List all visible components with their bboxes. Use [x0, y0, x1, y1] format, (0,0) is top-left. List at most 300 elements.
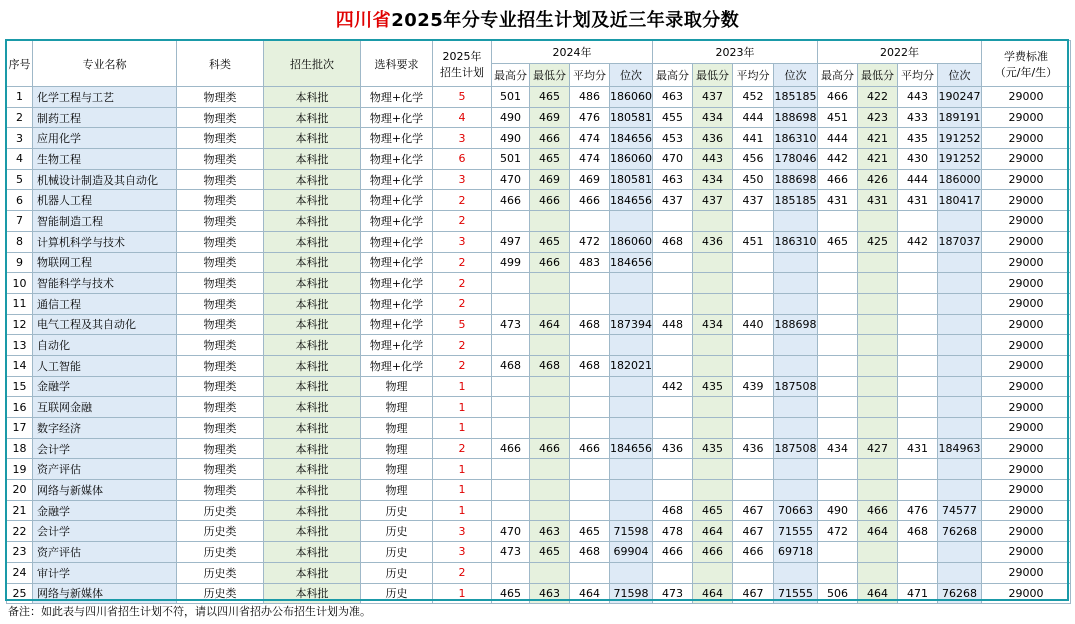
cell-fee: 29000 [982, 438, 1071, 459]
cell-2022-avg: 471 [898, 583, 938, 604]
cell-fee: 29000 [982, 376, 1071, 397]
cell-2024-min: 465 [530, 542, 570, 563]
cell-major: 会计学 [33, 521, 177, 542]
cell-2024-min: 468 [530, 355, 570, 376]
cell-2022-max: 466 [818, 87, 858, 108]
cell-2022-avg [898, 418, 938, 439]
cell-2023-max [653, 211, 693, 232]
cell-2022-max [818, 542, 858, 563]
header-year-2022: 2022年 [818, 41, 982, 64]
cell-major: 金融学 [33, 500, 177, 521]
cell-subject: 物理 [361, 438, 433, 459]
cell-2023-min [693, 335, 733, 356]
cell-category: 物理类 [177, 376, 264, 397]
cell-2023-avg: 466 [733, 542, 774, 563]
cell-2024-rank [610, 418, 653, 439]
subheader-2023-avg: 平均分 [733, 64, 774, 87]
cell-2023-max: 473 [653, 583, 693, 604]
cell-2022-max [818, 376, 858, 397]
table-row [7, 107, 1071, 128]
cell-2023-min: 434 [693, 107, 733, 128]
cell-subject: 物理+化学 [361, 169, 433, 190]
cell-batch: 本科批 [264, 583, 361, 604]
cell-2024-max: 470 [492, 521, 530, 542]
cell-2024-rank [610, 376, 653, 397]
table-row [7, 562, 1071, 583]
cell-2022-rank [938, 459, 982, 480]
cell-category: 物理类 [177, 231, 264, 252]
cell-2024-avg: 466 [570, 190, 610, 211]
cell-2022-min [858, 459, 898, 480]
cell-2023-max: 466 [653, 542, 693, 563]
cell-2024-rank: 186060 [610, 149, 653, 170]
cell-2023-min: 437 [693, 190, 733, 211]
cell-2023-max [653, 252, 693, 273]
cell-2024-avg: 468 [570, 355, 610, 376]
cell-seq: 25 [7, 583, 33, 604]
cell-2024-max [492, 459, 530, 480]
cell-major: 生物工程 [33, 149, 177, 170]
cell-2023-max [653, 562, 693, 583]
cell-2024-max: 473 [492, 314, 530, 335]
cell-2022-avg [898, 211, 938, 232]
cell-2023-avg [733, 211, 774, 232]
header-fee-line1: 学费标准 [1004, 49, 1048, 63]
cell-category: 物理类 [177, 252, 264, 273]
cell-2023-rank [774, 397, 818, 418]
table-row [7, 252, 1071, 273]
cell-2024-max [492, 376, 530, 397]
cell-2024-min: 466 [530, 438, 570, 459]
cell-major: 网络与新媒体 [33, 480, 177, 501]
cell-2024-avg: 468 [570, 542, 610, 563]
cell-2024-rank: 180581 [610, 107, 653, 128]
cell-2024-min: 465 [530, 87, 570, 108]
cell-batch: 本科批 [264, 231, 361, 252]
cell-2023-min [693, 459, 733, 480]
cell-2022-avg: 476 [898, 500, 938, 521]
cell-2022-max [818, 562, 858, 583]
cell-2024-max: 490 [492, 128, 530, 149]
cell-plan: 3 [433, 521, 492, 542]
cell-2024-rank: 186060 [610, 231, 653, 252]
cell-2022-rank [938, 376, 982, 397]
cell-seq: 11 [7, 293, 33, 314]
cell-2024-max [492, 293, 530, 314]
cell-2023-max: 468 [653, 231, 693, 252]
cell-2023-rank [774, 418, 818, 439]
cell-plan: 1 [433, 583, 492, 604]
cell-2024-max [492, 335, 530, 356]
cell-plan: 2 [433, 293, 492, 314]
cell-2024-min: 463 [530, 583, 570, 604]
cell-2022-avg: 435 [898, 128, 938, 149]
cell-subject: 物理+化学 [361, 231, 433, 252]
cell-2023-rank: 70663 [774, 500, 818, 521]
table-row [7, 128, 1071, 149]
cell-2024-avg: 465 [570, 521, 610, 542]
cell-2024-max: 501 [492, 149, 530, 170]
cell-2023-rank: 185185 [774, 87, 818, 108]
cell-fee: 29000 [982, 169, 1071, 190]
cell-2023-rank: 186310 [774, 128, 818, 149]
cell-batch: 本科批 [264, 149, 361, 170]
cell-category: 物理类 [177, 293, 264, 314]
cell-major: 金融学 [33, 376, 177, 397]
cell-2023-rank: 69718 [774, 542, 818, 563]
cell-fee: 29000 [982, 355, 1071, 376]
cell-2023-rank [774, 335, 818, 356]
cell-2023-rank [774, 273, 818, 294]
cell-2023-max: 455 [653, 107, 693, 128]
cell-2022-rank [938, 293, 982, 314]
cell-plan: 6 [433, 149, 492, 170]
cell-plan: 2 [433, 190, 492, 211]
cell-category: 历史类 [177, 542, 264, 563]
cell-2024-max: 466 [492, 190, 530, 211]
cell-subject: 物理+化学 [361, 273, 433, 294]
cell-2022-avg [898, 376, 938, 397]
cell-2023-rank: 71555 [774, 583, 818, 604]
cell-major: 会计学 [33, 438, 177, 459]
cell-category: 物理类 [177, 480, 264, 501]
cell-2023-max [653, 273, 693, 294]
cell-2022-avg [898, 397, 938, 418]
cell-plan: 3 [433, 231, 492, 252]
cell-2022-min [858, 335, 898, 356]
cell-major: 智能科学与技术 [33, 273, 177, 294]
cell-2024-rank [610, 562, 653, 583]
cell-2024-avg: 474 [570, 149, 610, 170]
cell-2022-rank [938, 562, 982, 583]
cell-2023-min: 437 [693, 87, 733, 108]
cell-category: 物理类 [177, 438, 264, 459]
cell-seq: 12 [7, 314, 33, 335]
cell-2022-rank: 76268 [938, 583, 982, 604]
cell-seq: 16 [7, 397, 33, 418]
cell-2024-avg [570, 459, 610, 480]
cell-batch: 本科批 [264, 500, 361, 521]
cell-2022-rank: 191252 [938, 149, 982, 170]
cell-2023-avg: 467 [733, 500, 774, 521]
cell-batch: 本科批 [264, 542, 361, 563]
cell-2024-rank [610, 397, 653, 418]
cell-2024-min [530, 459, 570, 480]
cell-2023-rank: 178046 [774, 149, 818, 170]
cell-batch: 本科批 [264, 169, 361, 190]
cell-2022-min: 421 [858, 128, 898, 149]
cell-subject: 物理+化学 [361, 87, 433, 108]
cell-major: 审计学 [33, 562, 177, 583]
cell-2024-min [530, 273, 570, 294]
cell-subject: 历史 [361, 562, 433, 583]
cell-fee: 29000 [982, 583, 1071, 604]
cell-2023-max [653, 397, 693, 418]
cell-plan: 1 [433, 459, 492, 480]
cell-seq: 15 [7, 376, 33, 397]
cell-2022-max: 466 [818, 169, 858, 190]
cell-2023-rank [774, 211, 818, 232]
subheader-2022-rank: 位次 [938, 64, 982, 87]
cell-2022-rank [938, 542, 982, 563]
cell-fee: 29000 [982, 149, 1071, 170]
cell-2023-min [693, 562, 733, 583]
table-row [7, 231, 1071, 252]
cell-2022-max: 444 [818, 128, 858, 149]
cell-2023-avg [733, 252, 774, 273]
cell-2024-max: 465 [492, 583, 530, 604]
cell-2022-rank: 187037 [938, 231, 982, 252]
cell-2024-min [530, 376, 570, 397]
subheader-2023-rank: 位次 [774, 64, 818, 87]
cell-2022-rank: 184963 [938, 438, 982, 459]
cell-2024-rank: 69904 [610, 542, 653, 563]
cell-2022-min [858, 211, 898, 232]
cell-2024-rank [610, 335, 653, 356]
cell-2022-min: 427 [858, 438, 898, 459]
cell-2024-min: 466 [530, 252, 570, 273]
cell-subject: 物理+化学 [361, 149, 433, 170]
cell-batch: 本科批 [264, 273, 361, 294]
cell-fee: 29000 [982, 211, 1071, 232]
cell-2023-min: 434 [693, 169, 733, 190]
cell-fee: 29000 [982, 273, 1071, 294]
cell-2024-avg: 464 [570, 583, 610, 604]
cell-2022-max: 465 [818, 231, 858, 252]
cell-2022-max: 490 [818, 500, 858, 521]
footnote: 备注：如此表与四川省招生计划不符，请以四川省招办公布招生计划为准。 [8, 605, 371, 618]
cell-2023-rank [774, 459, 818, 480]
table-row [7, 355, 1071, 376]
cell-2022-max: 472 [818, 521, 858, 542]
cell-2024-min: 465 [530, 231, 570, 252]
table-row [7, 397, 1071, 418]
cell-2022-min: 421 [858, 149, 898, 170]
cell-2022-avg [898, 293, 938, 314]
cell-2022-max [818, 397, 858, 418]
cell-seq: 9 [7, 252, 33, 273]
cell-2024-rank [610, 293, 653, 314]
cell-2023-min: 465 [693, 500, 733, 521]
cell-2022-min [858, 273, 898, 294]
cell-plan: 5 [433, 87, 492, 108]
cell-2024-min [530, 480, 570, 501]
cell-2024-min [530, 562, 570, 583]
cell-2023-min: 434 [693, 314, 733, 335]
cell-batch: 本科批 [264, 293, 361, 314]
cell-2023-avg [733, 273, 774, 294]
cell-major: 人工智能 [33, 355, 177, 376]
cell-seq: 18 [7, 438, 33, 459]
cell-2023-max: 448 [653, 314, 693, 335]
subheader-2022-min: 最低分 [858, 64, 898, 87]
cell-major: 自动化 [33, 335, 177, 356]
title-province: 四川省 [335, 10, 392, 31]
cell-2024-avg [570, 335, 610, 356]
cell-2023-avg: 452 [733, 87, 774, 108]
cell-fee: 29000 [982, 252, 1071, 273]
cell-seq: 1 [7, 87, 33, 108]
cell-subject: 物理+化学 [361, 355, 433, 376]
cell-category: 物理类 [177, 335, 264, 356]
cell-seq: 5 [7, 169, 33, 190]
cell-seq: 2 [7, 107, 33, 128]
cell-2022-rank [938, 252, 982, 273]
cell-subject: 物理+化学 [361, 107, 433, 128]
cell-2023-min: 464 [693, 583, 733, 604]
cell-2024-max [492, 397, 530, 418]
cell-2024-max [492, 562, 530, 583]
cell-seq: 23 [7, 542, 33, 563]
table-row [7, 459, 1071, 480]
cell-2024-rank: 180581 [610, 169, 653, 190]
cell-2023-min [693, 397, 733, 418]
cell-2023-avg [733, 459, 774, 480]
cell-2022-max: 451 [818, 107, 858, 128]
cell-2023-max [653, 335, 693, 356]
cell-2023-max [653, 355, 693, 376]
cell-2023-avg: 467 [733, 521, 774, 542]
cell-2024-max: 499 [492, 252, 530, 273]
cell-2024-rank: 186060 [610, 87, 653, 108]
cell-2024-rank: 187394 [610, 314, 653, 335]
cell-category: 历史类 [177, 521, 264, 542]
cell-batch: 本科批 [264, 397, 361, 418]
cell-batch: 本科批 [264, 459, 361, 480]
cell-subject: 物理 [361, 480, 433, 501]
cell-2023-max [653, 480, 693, 501]
cell-major: 数字经济 [33, 418, 177, 439]
cell-seq: 6 [7, 190, 33, 211]
table-row [7, 521, 1071, 542]
table-row [7, 438, 1071, 459]
cell-subject: 物理+化学 [361, 293, 433, 314]
subheader-2024-min: 最低分 [530, 64, 570, 87]
cell-2023-avg [733, 480, 774, 501]
cell-2023-rank [774, 480, 818, 501]
cell-2023-max [653, 459, 693, 480]
cell-2024-rank [610, 459, 653, 480]
cell-2022-avg [898, 480, 938, 501]
cell-2024-min: 464 [530, 314, 570, 335]
cell-2022-min [858, 355, 898, 376]
cell-2022-rank [938, 273, 982, 294]
cell-2024-avg [570, 293, 610, 314]
cell-2024-min [530, 500, 570, 521]
cell-fee: 29000 [982, 480, 1071, 501]
cell-2024-min: 465 [530, 149, 570, 170]
cell-2023-min [693, 418, 733, 439]
cell-2023-min: 435 [693, 438, 733, 459]
cell-2022-min [858, 562, 898, 583]
cell-2023-rank [774, 293, 818, 314]
cell-major: 资产评估 [33, 459, 177, 480]
cell-2022-min [858, 252, 898, 273]
cell-fee: 29000 [982, 335, 1071, 356]
subheader-2024-rank: 位次 [610, 64, 653, 87]
cell-2024-avg: 469 [570, 169, 610, 190]
cell-fee: 29000 [982, 190, 1071, 211]
cell-2023-avg [733, 418, 774, 439]
cell-batch: 本科批 [264, 355, 361, 376]
cell-seq: 10 [7, 273, 33, 294]
cell-2024-avg [570, 418, 610, 439]
cell-2023-avg: 456 [733, 149, 774, 170]
table-row [7, 500, 1071, 521]
header-fee [982, 41, 1071, 87]
cell-2024-max [492, 418, 530, 439]
cell-2022-rank [938, 480, 982, 501]
cell-2022-max [818, 418, 858, 439]
cell-fee: 29000 [982, 293, 1071, 314]
cell-2024-max: 501 [492, 87, 530, 108]
cell-batch: 本科批 [264, 107, 361, 128]
cell-2023-max: 463 [653, 169, 693, 190]
cell-plan: 1 [433, 500, 492, 521]
cell-2023-max: 436 [653, 438, 693, 459]
cell-2024-avg [570, 480, 610, 501]
cell-2024-rank [610, 500, 653, 521]
cell-seq: 7 [7, 211, 33, 232]
cell-category: 历史类 [177, 562, 264, 583]
cell-plan: 3 [433, 128, 492, 149]
cell-2023-min [693, 293, 733, 314]
cell-2023-rank: 185185 [774, 190, 818, 211]
cell-category: 物理类 [177, 459, 264, 480]
cell-2024-rank [610, 480, 653, 501]
cell-seq: 4 [7, 149, 33, 170]
cell-2022-avg: 468 [898, 521, 938, 542]
cell-category: 物理类 [177, 355, 264, 376]
cell-2023-max: 463 [653, 87, 693, 108]
cell-2023-max [653, 293, 693, 314]
cell-2022-max [818, 252, 858, 273]
header-subject: 选科要求 [361, 41, 433, 87]
cell-major: 网络与新媒体 [33, 583, 177, 604]
cell-2024-rank: 184656 [610, 252, 653, 273]
cell-2022-max: 506 [818, 583, 858, 604]
cell-fee: 29000 [982, 231, 1071, 252]
cell-plan: 1 [433, 418, 492, 439]
cell-2024-avg: 486 [570, 87, 610, 108]
cell-2022-max: 434 [818, 438, 858, 459]
cell-batch: 本科批 [264, 521, 361, 542]
cell-category: 物理类 [177, 397, 264, 418]
table-row [7, 583, 1071, 604]
cell-major: 物联网工程 [33, 252, 177, 273]
table-row [7, 190, 1071, 211]
cell-2022-rank: 74577 [938, 500, 982, 521]
header-year-2023: 2023年 [653, 41, 818, 64]
cell-plan: 2 [433, 252, 492, 273]
cell-category: 历史类 [177, 500, 264, 521]
cell-2024-max [492, 480, 530, 501]
cell-seq: 21 [7, 500, 33, 521]
cell-2024-max [492, 500, 530, 521]
cell-2024-min: 466 [530, 128, 570, 149]
cell-2023-rank: 188698 [774, 169, 818, 190]
cell-fee: 29000 [982, 397, 1071, 418]
cell-2023-max: 453 [653, 128, 693, 149]
cell-2023-max: 442 [653, 376, 693, 397]
cell-2024-min: 469 [530, 169, 570, 190]
cell-subject: 物理 [361, 397, 433, 418]
cell-2024-avg [570, 211, 610, 232]
cell-2023-min: 436 [693, 231, 733, 252]
cell-2024-min: 466 [530, 190, 570, 211]
cell-2022-avg: 431 [898, 190, 938, 211]
admission-table [6, 40, 1071, 604]
